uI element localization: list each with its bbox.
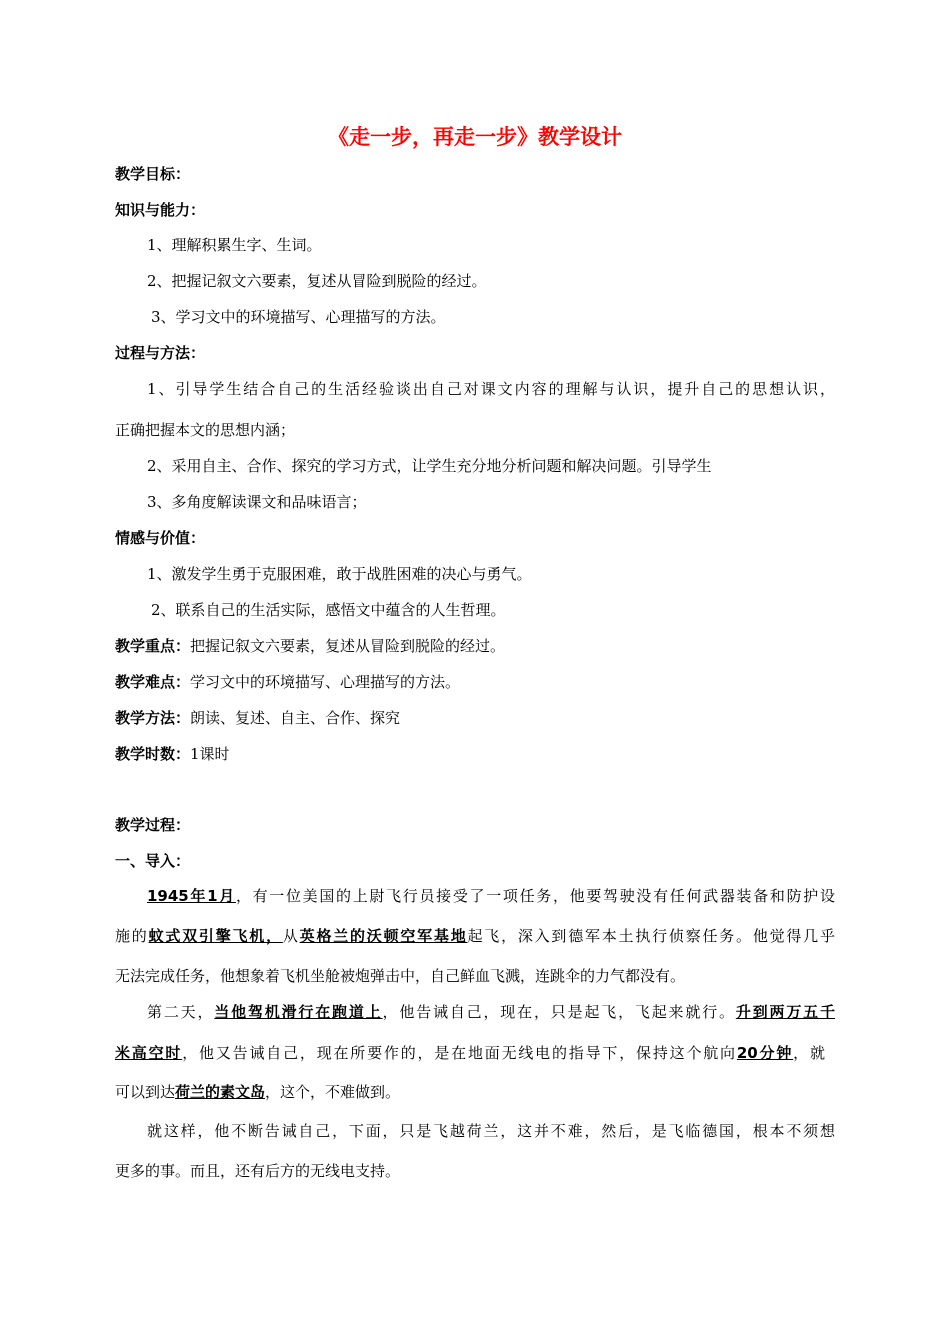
intro-p1-line-2 xyxy=(115,925,835,947)
text-span: ，这个，不难做到。 xyxy=(265,1083,401,1101)
text-span: 起飞，深入到德军本土执行侦察任务。他觉得几乎 xyxy=(467,927,835,945)
text-span: ，就 xyxy=(793,1044,825,1062)
process-item-1-line-2: 正确把握本文的思想内涵； xyxy=(115,421,296,439)
knowledge-item-1: 1、理解积累生字、生词。 xyxy=(147,236,322,254)
intro-p3-line-2: 更多的事。而且，还有后方的无线电支持。 xyxy=(115,1162,401,1180)
method-row xyxy=(115,707,400,729)
highlight-date: 1945年1月 xyxy=(147,887,236,905)
text-span: ，他又告诫自己，现在所要作的，是在地面无线电的指导下，保持这个航向 xyxy=(182,1044,737,1062)
difficult-point-text: 学习文中的环境描写、心理描写的方法。 xyxy=(190,673,461,691)
text-span: 可以到达 xyxy=(115,1083,176,1101)
emotion-item-2: 2、联系自己的生活实际，感悟文中蕴含的人生哲理。 xyxy=(151,601,506,619)
process-item-3: 3、多角度解读课文和品味语言； xyxy=(147,493,367,511)
text-span: 施的 xyxy=(115,927,149,945)
intro-p1-line-3: 无法完成任务，他想象着飞机坐舱被炮弹击中，自己鲜血飞溅，连跳伞的力气都没有。 xyxy=(115,967,686,985)
highlight-altitude: 升到两万五千 xyxy=(735,1003,835,1021)
highlight-aircraft: 蚊式双引擎飞机， xyxy=(148,927,283,945)
document-title: 《走一步，再走一步》教学设计 xyxy=(328,125,622,149)
highlight-island: 荷兰的素文岛 xyxy=(175,1083,266,1101)
knowledge-item-2: 2、把握记叙文六要素，复述从冒险到脱险的经过。 xyxy=(147,272,487,290)
section-intro-heading: 一、导入： xyxy=(115,852,191,870)
difficult-point-label: 教学难点： xyxy=(115,673,191,691)
emotion-item-1: 1、激发学生勇于克服困难，敢于战胜困难的决心与勇气。 xyxy=(147,565,532,583)
highlight-altitude-cont: 米高空时 xyxy=(115,1044,183,1062)
text-span: 从 xyxy=(282,927,300,945)
objectives-heading: 教学目标： xyxy=(115,165,191,183)
intro-p3-line-1: 就这样，他不断告诫自己，下面，只是飞越荷兰，这并不难，然后，是飞临德国，根本不须想 xyxy=(147,1122,835,1140)
key-point-row xyxy=(115,635,505,657)
text-span: ，有一位美国的上尉飞行员接受了一项任务，他要驾驶没有任何武器装备和防护设 xyxy=(235,887,835,905)
text-span: 第二天， xyxy=(147,1003,215,1021)
intro-p2-line-2 xyxy=(115,1042,825,1064)
hours-label: 教学时数： xyxy=(115,745,191,763)
text-span: ，他告诫自己，现在，只是起飞，飞起来就行。 xyxy=(382,1003,736,1021)
key-point-text: 把握记叙文六要素，复述从冒险到脱险的经过。 xyxy=(190,637,506,655)
intro-p2-line-3 xyxy=(115,1081,400,1103)
hours-row xyxy=(115,743,230,765)
process-item-2: 2、采用自主、合作、探究的学习方式，让学生充分地分析问题和解决问题。引导学生 xyxy=(147,457,712,475)
intro-p1-line-1 xyxy=(147,885,835,907)
emotion-heading: 情感与价值： xyxy=(115,529,206,547)
process-heading: 过程与方法： xyxy=(115,344,206,362)
difficult-point-row xyxy=(115,671,460,693)
highlight-duration: 20分钟 xyxy=(736,1044,794,1062)
knowledge-heading: 知识与能力： xyxy=(115,201,206,219)
method-text: 朗读、复述、自主、合作、探究 xyxy=(190,709,401,727)
intro-p2-line-1 xyxy=(147,1001,835,1023)
highlight-base: 英格兰的沃顿空军基地 xyxy=(299,927,468,945)
key-point-label: 教学重点： xyxy=(115,637,191,655)
method-label: 教学方法： xyxy=(115,709,191,727)
knowledge-item-3: 3、学习文中的环境描写、心理描写的方法。 xyxy=(151,308,446,326)
procedure-heading: 教学过程： xyxy=(115,816,191,834)
highlight-runway: 当他驾机滑行在跑道上 xyxy=(214,1003,383,1021)
process-item-1-line-1: 1、引导学生结合自己的生活经验谈出自己对课文内容的理解与认识，提升自己的思想认识， xyxy=(147,380,835,398)
hours-text: 1课时 xyxy=(190,745,230,763)
